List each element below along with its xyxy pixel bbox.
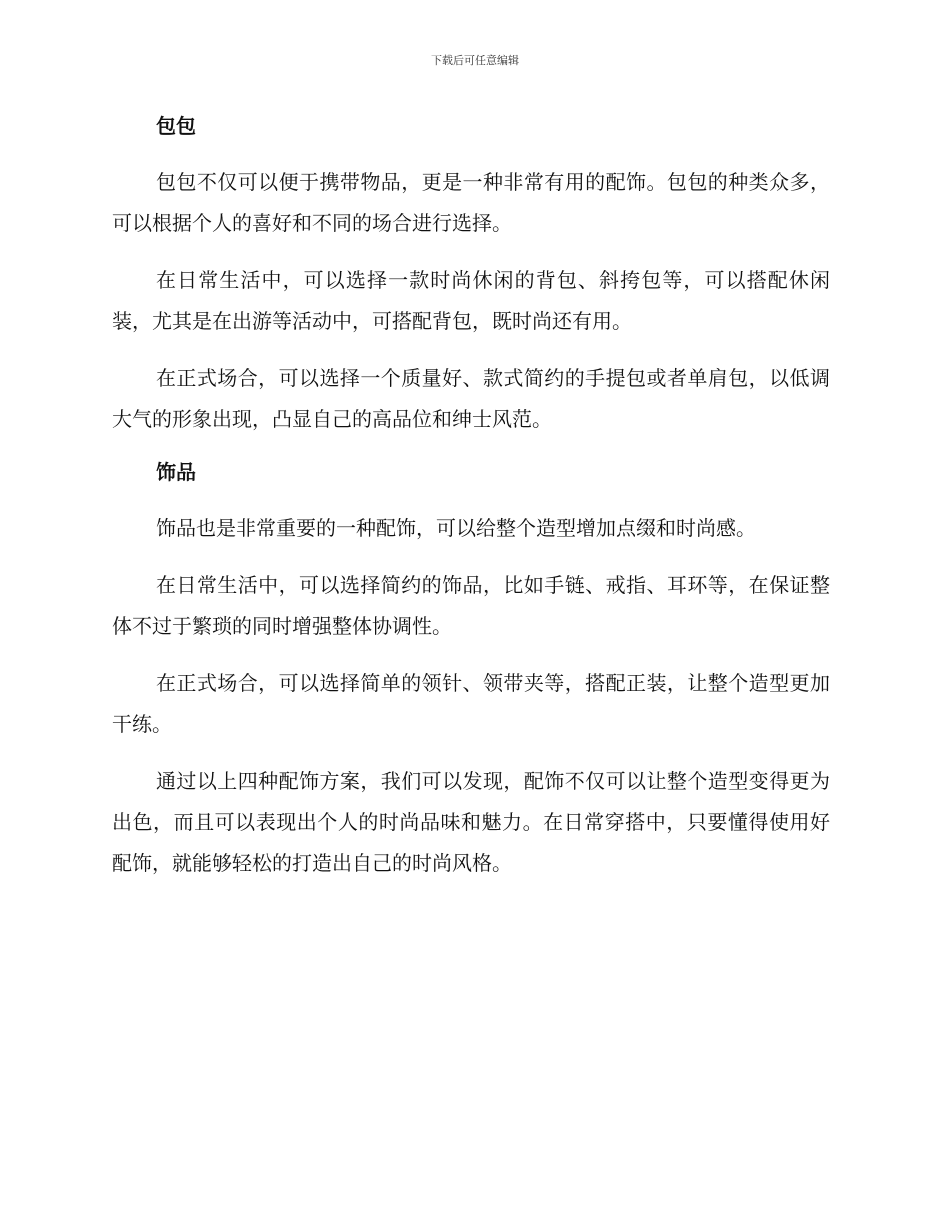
paragraph: 在日常生活中，可以选择简约的饰品，比如手链、戒指、耳环等，在保证整体不过于繁琐的同时增强整体协调性。 (112, 573, 830, 638)
document-body (112, 108, 830, 884)
paragraph: 饰品也是非常重要的一种配饰，可以给整个造型增加点缀和时尚感。 (156, 516, 756, 540)
header-note: 下载后可任意编辑 (431, 54, 519, 67)
paragraph: 在正式场合，可以选择简单的领针、领带夹等，搭配正装，让整个造型更加干练。 (112, 671, 830, 736)
section-heading-bags: 包包 (156, 114, 196, 138)
paragraph: 在日常生活中，可以选择一款时尚休闲的背包、斜挎包等，可以搭配休闲装，尤其是在出游等活动中，可搭配背包，既时尚还有用。 (112, 268, 830, 333)
paragraph: 在正式场合，可以选择一个质量好、款式简约的手提包或者单肩包，以低调大气的形象出现，凸显自己的高品位和绅士风范。 (112, 366, 830, 431)
section-heading-accessories: 饰品 (156, 460, 196, 484)
conclusion-paragraph: 通过以上四种配饰方案，我们可以发现，配饰不仅可以让整个造型变得更为出色，而且可以表现出个人的时尚品味和魅力。在日常穿搭中，只要懂得使用好配饰，就能够轻松的打造出自己的时尚风格。 (112, 769, 830, 875)
paragraph: 包包不仅可以便于携带物品，更是一种非常有用的配饰。包包的种类众多，可以根据个人的喜好和不同的场合进行选择。 (112, 170, 830, 235)
